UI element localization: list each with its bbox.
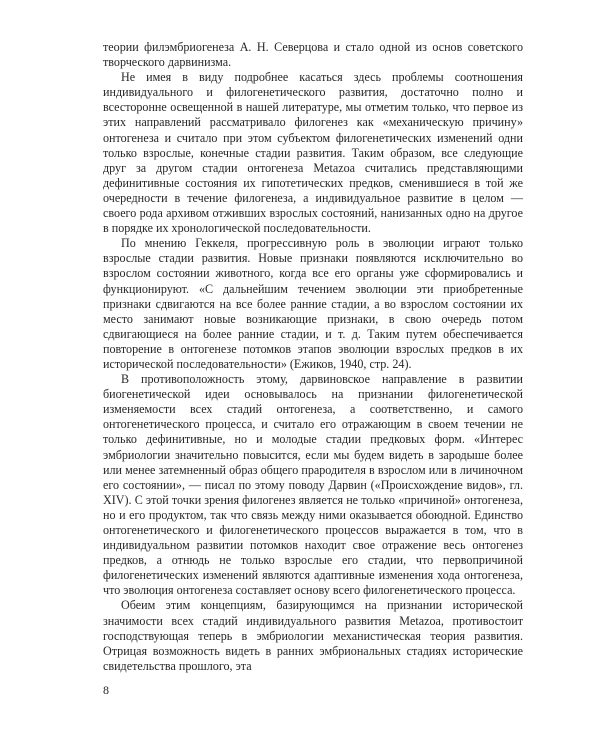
page-text — [103, 40, 523, 674]
page-number: 8 — [103, 683, 109, 697]
paragraph-5: Обеим этим концепциям, базирующимся на признании исторической значимости всех стадий индивидуального развития Metazoa, противостоит господствующая теперь в эмбриологии механистическая теория развития. Отрицая возможность видеть в ранних эмбриональных стадиях исторические свидетельства прошлого, эта — [103, 598, 523, 673]
paragraph-2: Не имея в виду подробнее касаться здесь проблемы соотношения индивидуального и филогенетического развития, достаточно полно и всесторонне освещенной в нашей литературе, мы отметим только, что первое из этих направлений рассматривало филогенез как «механическую причину» онтогенеза и считало при этом субъектом филогенетических изменений одни только взрослые, конечные стадии развития. Таким образом, все следующие друг за другом стадии онтогенеза Metazoa считались представляющими дефинитивные состояния их гипотетических предков, сменившиеся в той же очередности в течение филогенеза, а индивидуальное развитие в целом — своего рода архивом отживших взрослых состояний, нанизанных одно на другое в порядке их хронологической последовательности. — [103, 70, 523, 236]
paragraph-4: В противоположность этому, дарвиновское направление в развитии биогенетической идеи основывалось на признании филогенетической изменяемости всех стадий онтогенеза, а соответственно, и самого онтогенетического процесса, и считало его отражающим в своем течении не только дефинитивные, но и молодые стадии предковых форм. «Интерес эмбриологии значительно повысится, если мы будем видеть в зародыше более или менее затемненный образ общего прародителя в взрослом или в личиночном его состоянии», — писал по этому поводу Дарвин («Происхождение видов», гл. XIV). С этой точки зрения филогенез является не только «причиной» онтогенеза, но и его продуктом, так что связь между ними оказывается обоюдной. Единство онтогенетического и филогенетического процессов выражается в том, что в индивидуальном развитии потомков находит свое отражение весь онтогенез предков, а отнюдь не только взрослые его стадии, что первопричиной филогенетических изменений являются адаптивные изменения хода онтогенеза, что эволюция онтогенеза составляет основу всего филогенетического процесса. — [103, 372, 523, 598]
paragraph-1: теории филэмбриогенеза А. Н. Северцова и стало одной из основ советского творческого дарвинизма. — [103, 40, 523, 70]
paragraph-3: По мнению Геккеля, прогрессивную роль в эволюции играют только взрослые стадии развития. Новые признаки появляются исключительно во взрослом состоянии животного, когда все его органы уже сформировались и функционируют. «С дальнейшим течением эволюции эти приобретенные признаки сдвигаются на все более ранние стадии, а во взрослом состоянии их место занимают новые возникающие признаки, в свою очередь потом сдвигающиеся на более ранние стадии, и т. д. Таким путем обеспечивается повторение в онтогенезе потомков этапов эволюции взрослых предков в их исторической последовательности» (Ежиков, 1940, стр. 24). — [103, 236, 523, 371]
